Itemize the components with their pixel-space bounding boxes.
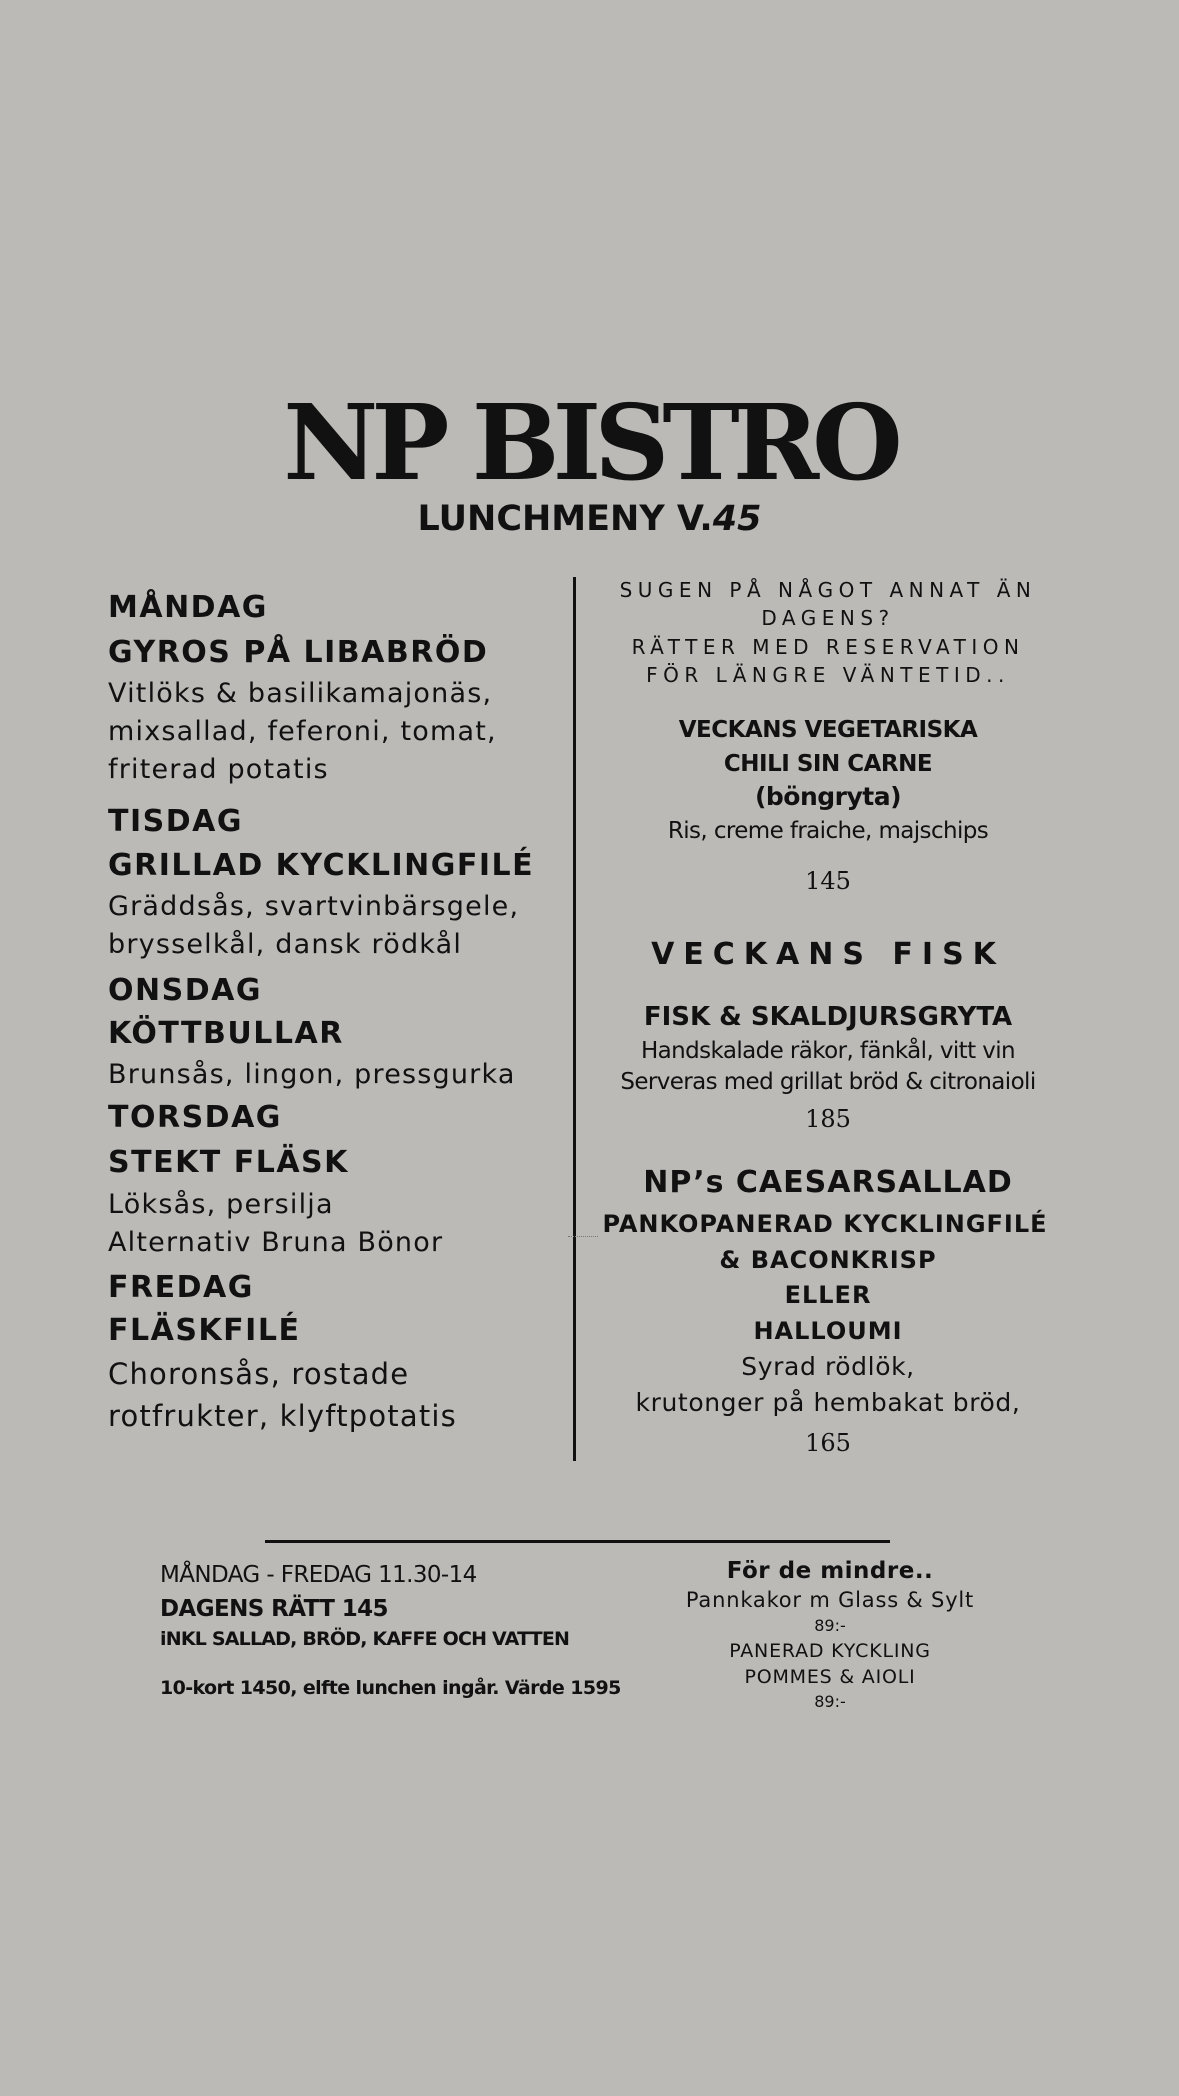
desc-tuesday-2: brysselkål, dansk rödkål: [108, 929, 463, 960]
footer-divider: [265, 1540, 890, 1543]
caesar-line-3: ELLER: [784, 1281, 872, 1309]
veg-heading: VECKANS VEGETARISKA: [678, 717, 978, 743]
caesar-line-2: & BACONKRISP: [719, 1246, 937, 1274]
day-friday: FREDAG: [108, 1270, 254, 1305]
desc-tuesday-1: Gräddsås, svartvinbärsgele,: [108, 891, 520, 922]
desc-friday-1: Choronsås, rostade: [108, 1357, 410, 1391]
desc-monday-3: friterad potatis: [108, 754, 329, 785]
desc-thursday-2: Alternativ Bruna Bönor: [108, 1227, 444, 1258]
kids-item-1: Pannkakor m Glass & Sylt: [685, 1588, 975, 1612]
day-tuesday: TISDAG: [108, 804, 243, 839]
restaurant-logo: NP BISTRO: [283, 381, 896, 504]
caesar-line-4: HALLOUMI: [753, 1317, 903, 1345]
dagens-ratt-price: DAGENS RÄTT 145: [160, 1596, 388, 1622]
kids-item-2a: PANERAD KYCKLING: [729, 1640, 931, 1662]
fish-dish: FISK & SKALDJURSGRYTA: [643, 1002, 1013, 1032]
veg-dish-note: (böngryta): [754, 782, 902, 811]
veg-dish: CHILI SIN CARNE: [723, 751, 933, 777]
caesar-line-1: PANKOPANERAD KYCKLINGFILÉ: [602, 1210, 1048, 1238]
dish-monday: GYROS PÅ LIBABRÖD: [108, 635, 489, 670]
caesar-desc-1: Syrad rödlök,: [741, 1352, 915, 1381]
caesar-heading: NP’s CAESARSALLAD: [643, 1165, 1013, 1200]
fish-heading: VECKANS FISK: [651, 937, 1005, 972]
intro-line-3: RÄTTER MED RESERVATION: [631, 635, 1025, 659]
menu-subtitle: [0, 497, 1179, 541]
kids-price-2: 89:-: [814, 1692, 846, 1711]
kids-item-2b: POMMES & AIOLI: [744, 1666, 916, 1688]
punch-card-offer: 10-kort 1450, elfte lunchen ingår. Värde 1595: [160, 1677, 621, 1699]
opening-hours: MÅNDAG - FREDAG 11.30-14: [160, 1562, 477, 1588]
desc-monday-2: mixsallad, feferoni, tomat,: [108, 716, 497, 747]
week-number: 45: [712, 499, 762, 539]
desc-monday-1: Vitlöks & basilikamajonäs,: [108, 678, 493, 709]
dish-wednesday: KÖTTBULLAR: [108, 1016, 344, 1051]
desc-wednesday-1: Brunsås, lingon, pressgurka: [108, 1059, 516, 1090]
day-wednesday: ONSDAG: [108, 973, 262, 1008]
veg-price: 145: [805, 867, 851, 895]
column-divider: [573, 577, 576, 1461]
desc-friday-2: rotfrukter, klyftpotatis: [108, 1399, 457, 1433]
dish-thursday: STEKT FLÄSK: [108, 1145, 349, 1180]
intro-line-1: SUGEN PÅ NÅGOT ANNAT ÄN: [619, 578, 1037, 602]
fish-desc-1: Handskalade räkor, fänkål, vitt vin: [640, 1038, 1016, 1064]
intro-line-4: FÖR LÄNGRE VÄNTETID..: [646, 663, 1010, 687]
desc-thursday-1: Löksås, persilja: [108, 1189, 334, 1220]
subtitle-prefix: LUNCHMENY V.: [417, 499, 713, 539]
fish-price: 185: [805, 1105, 851, 1133]
caesar-desc-2: krutonger på hembakat bröd,: [635, 1388, 1021, 1417]
included-items: iNKL SALLAD, BRÖD, KAFFE OCH VATTEN: [160, 1628, 570, 1650]
intro-line-2: DAGENS?: [761, 606, 895, 630]
kids-heading: För de mindre..: [726, 1558, 934, 1584]
dish-tuesday: GRILLAD KYCKLINGFILÉ: [108, 848, 535, 883]
fish-desc-2: Serveras med grillat bröd & citronaioli: [620, 1069, 1036, 1095]
dish-friday: FLÄSKFILÉ: [108, 1313, 301, 1348]
veg-desc: Ris, creme fraiche, majschips: [667, 818, 989, 844]
day-thursday: TORSDAG: [108, 1100, 282, 1135]
kids-price-1: 89:-: [814, 1616, 846, 1635]
day-monday: MÅNDAG: [108, 590, 268, 625]
caesar-price: 165: [805, 1429, 851, 1457]
